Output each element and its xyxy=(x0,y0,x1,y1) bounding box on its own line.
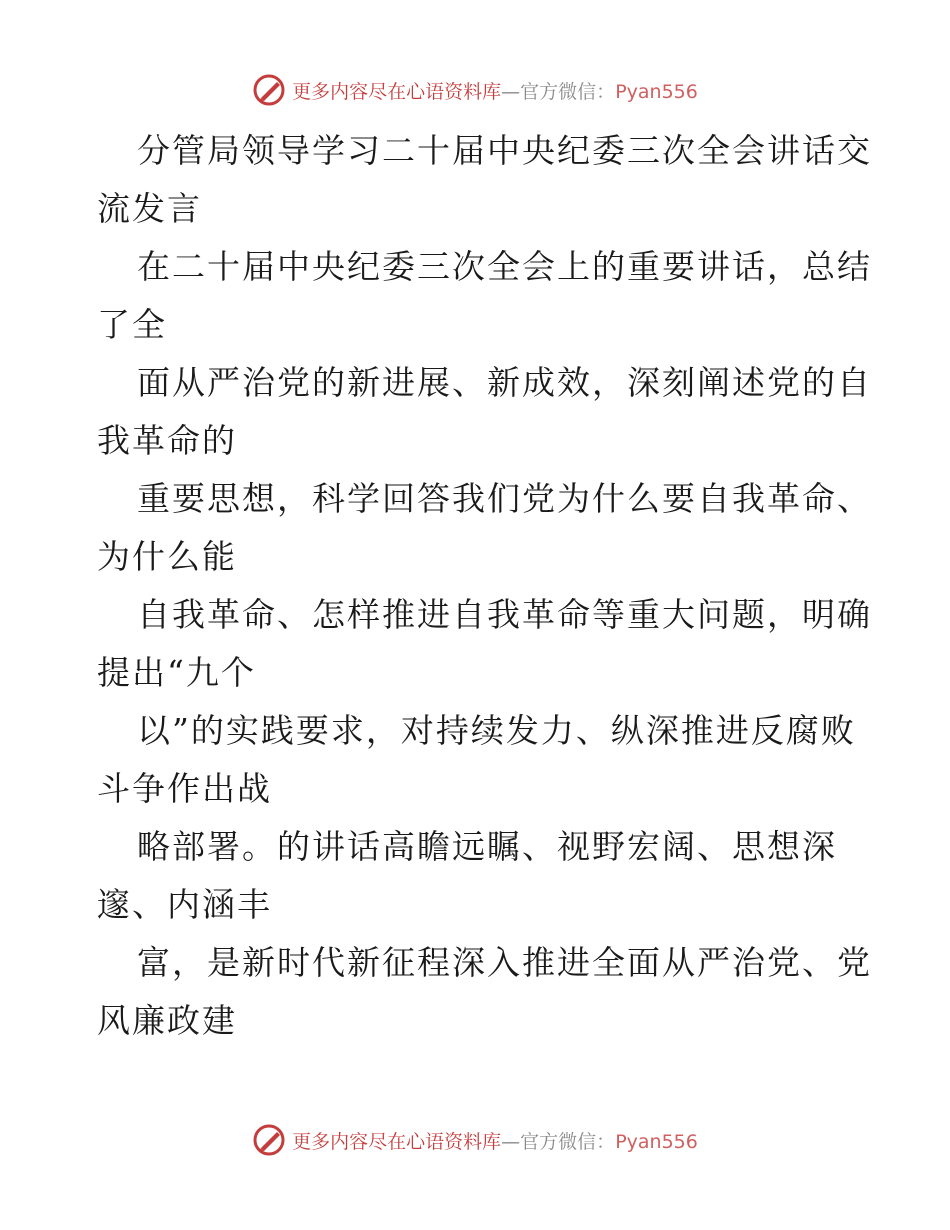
text-line: 风廉政建 xyxy=(97,1001,237,1040)
text-line: 为什么能 xyxy=(97,537,237,576)
text-line: 以”的实践要求，对持续发力、纵深推进反腐败 xyxy=(137,711,856,750)
text-line: 分管局领导学习二十届中央纪委三次全会讲话交 xyxy=(137,131,872,170)
text-line: 流发言 xyxy=(97,189,202,228)
text-line: 重要思想，科学回答我们党为什么要自我革命、 xyxy=(137,479,872,518)
text-line: 了全 xyxy=(97,305,167,344)
banner-text xyxy=(292,1127,698,1154)
text-line: 面从严治党的新进展、新成效，深刻阐述党的自 xyxy=(137,363,872,402)
text-line: 自我革命、怎样推进自我革命等重大问题，明确 xyxy=(137,595,872,634)
banner-title: 更多内容尽在心语资料库 xyxy=(292,1130,502,1153)
banner-text xyxy=(292,77,698,104)
text-line: 斗争作出战 xyxy=(97,769,272,808)
banner-wechat-id: Pyan556 xyxy=(615,80,698,103)
text-line: 富，是新时代新征程深入推进全面从严治党、党 xyxy=(137,943,872,982)
pen-logo-icon xyxy=(252,1123,286,1157)
banner-wechat-id: Pyan556 xyxy=(615,1130,698,1153)
text-line: 我革命的 xyxy=(97,421,237,460)
text-line: 略部署。的讲话高瞻远瞩、视野宏阔、思想深 xyxy=(137,827,837,866)
banner-dash: — xyxy=(501,1130,521,1153)
footer-banner xyxy=(0,1120,950,1160)
header-banner xyxy=(0,70,950,110)
banner-title: 更多内容尽在心语资料库 xyxy=(292,80,502,103)
text-line: 在二十届中央纪委三次全会上的重要讲话，总结 xyxy=(137,247,872,286)
text-line: 邃、内涵丰 xyxy=(97,885,272,924)
text-line: 提出“九个 xyxy=(97,653,256,692)
pen-logo-icon xyxy=(252,73,286,107)
banner-wechat-label: 官方微信： xyxy=(520,80,616,103)
banner-wechat-label: 官方微信： xyxy=(520,1130,616,1153)
document-body xyxy=(97,122,872,1050)
banner-dash: — xyxy=(501,80,521,103)
